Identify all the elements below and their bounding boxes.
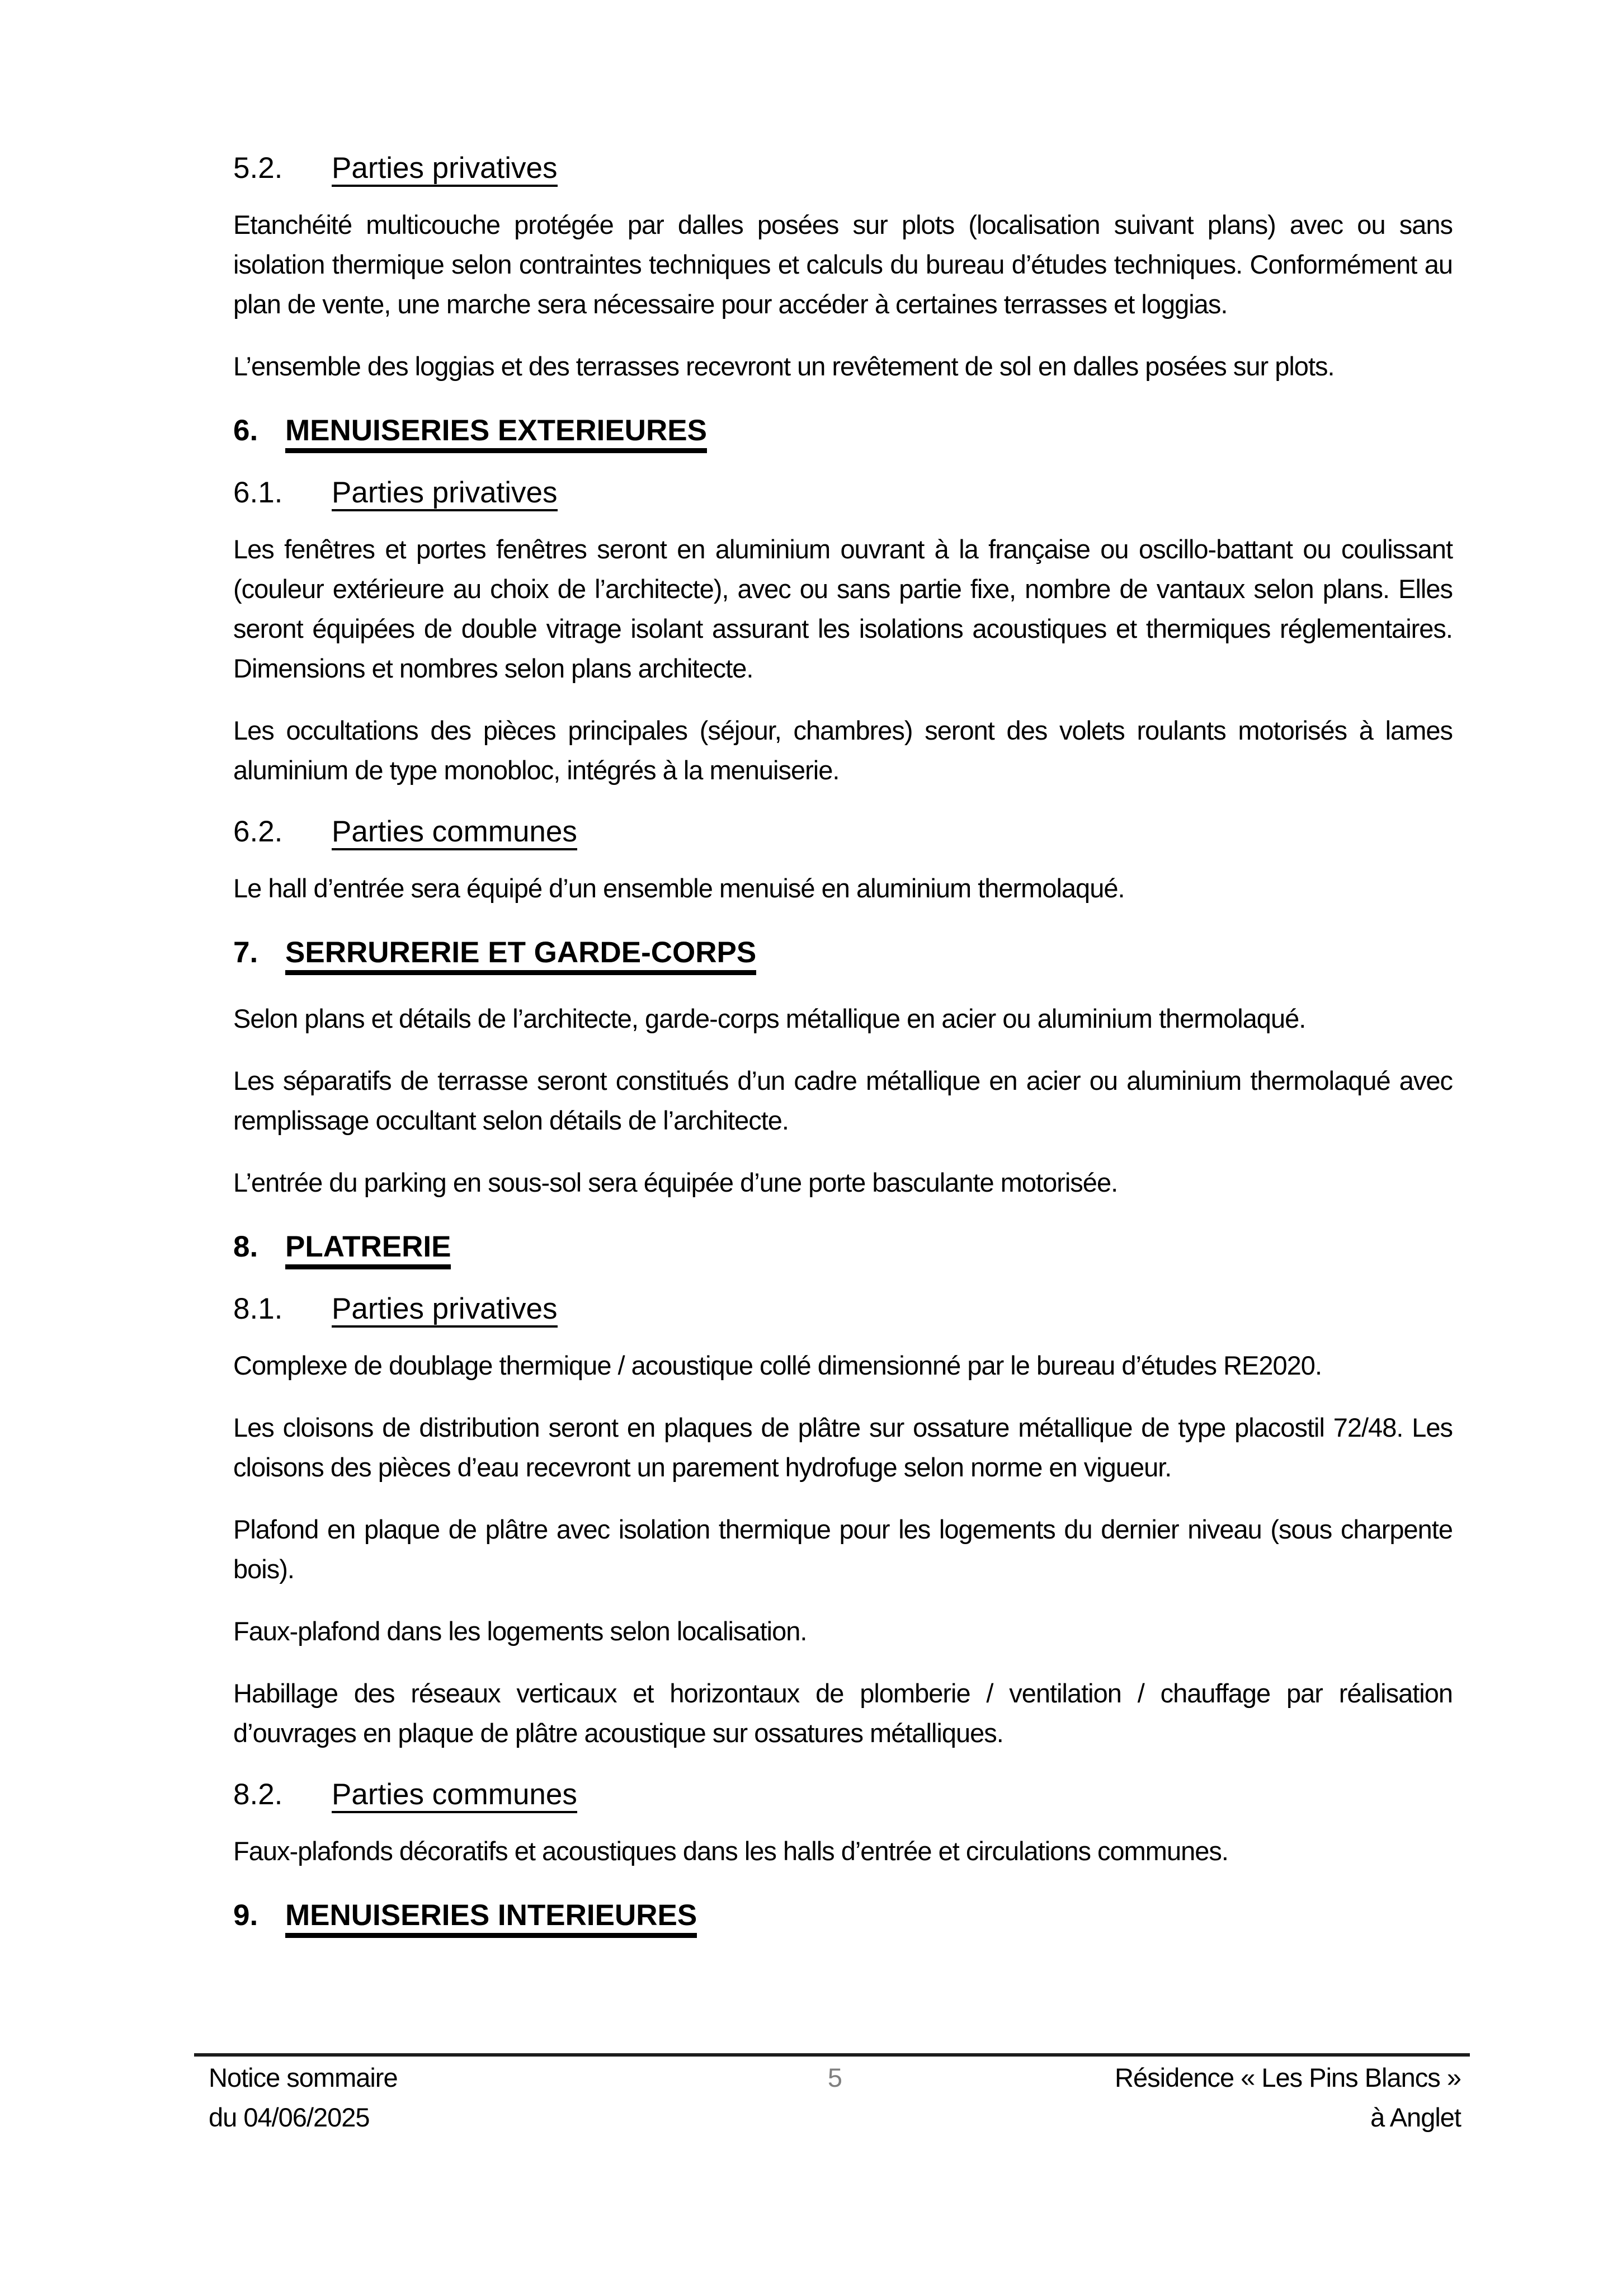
heading-7 xyxy=(233,937,1453,968)
heading-number: 7. xyxy=(233,936,258,969)
para-faux-plafonds-communs: Faux-plafonds décoratifs et acoustiques dans les halls d’entrée et circulations communes. xyxy=(233,1836,1228,1866)
heading-number: 6.1. xyxy=(233,476,283,509)
heading-number: 8.2. xyxy=(233,1778,283,1811)
footer-doc-title: Notice sommaire xyxy=(209,2063,398,2092)
para-cloisons: Les cloisons de distribution seront en plaques de plâtre sur ossature métallique de type placostil 72/48. Les cloisons des pièces d’eau recevront un parement hydrofuge selon norme en vigueur. xyxy=(233,1413,1453,1482)
heading-8-2 xyxy=(233,1779,1453,1811)
heading-number: 9. xyxy=(233,1899,258,1932)
heading-8 xyxy=(233,1231,1453,1263)
para-etancheite: Etanchéité multicouche protégée par dalles posées sur plots (localisation suivant plans) avec ou sans isolation thermique selon contraintes techniques et calculs du bureau d’études techniques. Conformément au plan de vente, une marche sera nécessaire pour accéder à certaines terrasses et loggias. xyxy=(233,210,1453,319)
heading-number: 6.2. xyxy=(233,815,283,848)
heading-6-1 xyxy=(233,477,1453,509)
content-area xyxy=(233,0,1453,1961)
heading-6-2 xyxy=(233,816,1453,848)
heading-title: SERRURERIE ET GARDE-CORPS xyxy=(285,936,756,975)
heading-title: Parties privatives xyxy=(332,476,558,511)
heading-5-2 xyxy=(233,152,1453,185)
heading-number: 5.2. xyxy=(233,152,283,185)
heading-title: Parties privatives xyxy=(332,152,558,187)
heading-9 xyxy=(233,1900,1453,1931)
page-number: 5 xyxy=(827,2063,842,2092)
footer-city: à Anglet xyxy=(1370,2102,1461,2132)
heading-8-1 xyxy=(233,1293,1453,1325)
heading-title: Parties communes xyxy=(332,815,577,850)
heading-title: MENUISERIES INTERIEURES xyxy=(285,1899,697,1938)
footer-residence: Résidence « Les Pins Blancs » xyxy=(1115,2063,1461,2092)
page-footer xyxy=(194,2053,1470,2137)
para-hall-entree: Le hall d’entrée sera équipé d’un ensemble menuisé en aluminium thermolaqué. xyxy=(233,873,1125,903)
para-faux-plafond: Faux-plafond dans les logements selon localisation. xyxy=(233,1616,807,1646)
heading-title: Parties privatives xyxy=(332,1292,558,1328)
heading-title: MENUISERIES EXTERIEURES xyxy=(285,414,707,453)
para-separatifs: Les séparatifs de terrasse seront constitués d’un cadre métallique en acier ou aluminium thermolaqué avec remplissage occultant selon détails de l’architecte. xyxy=(233,1066,1453,1135)
para-occultations: Les occultations des pièces principales (séjour, chambres) seront des volets roulants motorisés à lames aluminium de type monobloc, intégrés à la menuiserie. xyxy=(233,716,1453,785)
para-doublage: Complexe de doublage thermique / acoustique collé dimensionné par le bureau d’études RE2020. xyxy=(233,1351,1322,1380)
heading-number: 8.1. xyxy=(233,1292,283,1325)
heading-title: PLATRERIE xyxy=(285,1230,451,1269)
footer-left xyxy=(194,2058,626,2137)
heading-number: 8. xyxy=(233,1230,258,1263)
para-garde-corps: Selon plans et détails de l’architecte, garde-corps métallique en acier ou aluminium thermolaqué. xyxy=(233,1004,1306,1033)
para-parking: L’entrée du parking en sous-sol sera équipée d’une porte basculante motorisée. xyxy=(233,1168,1118,1197)
para-fenetres: Les fenêtres et portes fenêtres seront en aluminium ouvrant à la française ou oscillo-battant ou coulissant (couleur extérieure au choix de l’architecte), avec ou sans partie fixe, nombre de vantaux selon plans. Elles seront équipées de double vitrage isolant assurant les isolations acoustiques et thermiques réglementaires. Dimensions et nombres selon plans architecte. xyxy=(233,534,1453,683)
para-plafond: Plafond en plaque de plâtre avec isolation thermique pour les logements du dernier niveau (sous charpente bois). xyxy=(233,1514,1453,1584)
heading-number: 6. xyxy=(233,414,258,447)
footer-right xyxy=(1044,2058,1470,2137)
para-habillage: Habillage des réseaux verticaux et horizontaux de plomberie / ventilation / chauffage par réalisation d’ouvrages en plaque de plâtre acoustique sur ossatures métalliques. xyxy=(233,1678,1453,1748)
para-ensemble-loggias: L’ensemble des loggias et des terrasses recevront un revêtement de sol en dalles posées sur plots. xyxy=(233,351,1335,381)
heading-title: Parties communes xyxy=(332,1778,577,1813)
footer-doc-date: du 04/06/2025 xyxy=(209,2102,370,2132)
heading-6 xyxy=(233,415,1453,446)
